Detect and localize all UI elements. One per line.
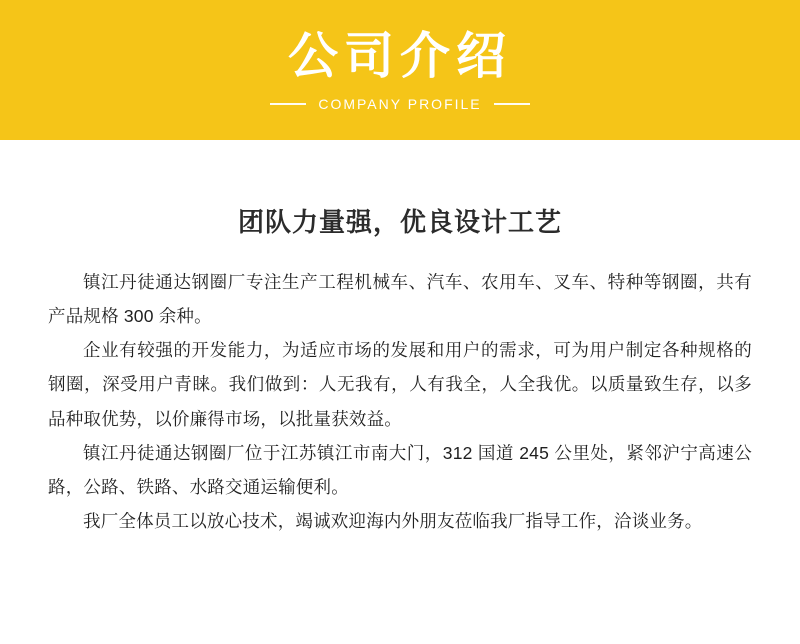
banner-subtitle-group — [270, 96, 529, 112]
divider-line-right — [494, 103, 530, 105]
banner-title: 公司介绍 — [288, 27, 512, 84]
page-banner — [0, 0, 800, 140]
profile-content — [0, 202, 800, 538]
paragraph: 镇江丹徒通达钢圈厂专注生产工程机械车、汽车、农用车、叉车、特种等钢圈，共有产品规格 300 余种。 — [48, 272, 752, 327]
section-title: 团队力量强，优良设计工艺 — [237, 207, 562, 237]
banner-subtitle: COMPANY PROFILE — [318, 95, 482, 112]
divider-line-left — [270, 103, 306, 105]
paragraph: 镇江丹徒通达钢圈厂位于江苏镇江市南大门，312 国道 245 公里处，紧邻沪宁高速公路，公路、铁路、水路交通运输便利。 — [48, 442, 752, 497]
paragraph: 我厂全体员工以放心技术，竭诚欢迎海内外朋友莅临我厂指导工作，洽谈业务。 — [83, 510, 703, 531]
paragraph: 企业有较强的开发能力，为适应市场的发展和用户的需求，可为用户制定各种规格的钢圈，深受用户青睐。我们做到：人无我有，人有我全，人全我优。以质量致生存，以多品种取优势，以价廉得市场，以批量获效益。 — [48, 340, 752, 429]
